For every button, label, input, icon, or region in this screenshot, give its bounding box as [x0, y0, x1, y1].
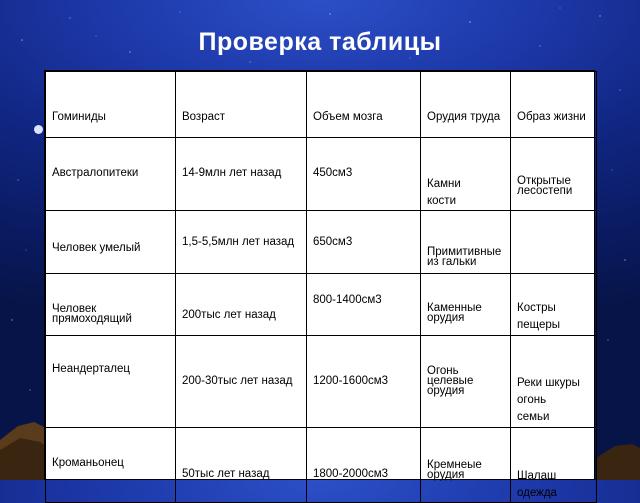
cell-text: 50тыс лет назад — [182, 468, 270, 480]
cell-text: 200тыс лет назад — [182, 309, 276, 321]
table-row — [46, 138, 597, 211]
table-cell — [421, 211, 511, 274]
table-cell — [176, 428, 307, 503]
table-row — [46, 211, 597, 274]
cell-text: Кроманьонец — [52, 457, 124, 469]
header-cell — [46, 72, 176, 138]
table-cell — [46, 428, 176, 503]
cell-text: 1,5-5,5млн лет назад — [182, 236, 295, 248]
table-cell — [421, 336, 511, 428]
table-cell — [307, 138, 421, 211]
header-label: Орудия труда — [427, 111, 501, 123]
cell-text: Шалаш одежда — [517, 470, 557, 499]
cell-text: 1200-1600см3 — [313, 375, 389, 387]
header-cell — [176, 72, 307, 138]
hominid-table — [45, 71, 597, 503]
cell-text: Примитивные из гальки — [427, 246, 502, 268]
cell-text: Огонь целевые орудия — [427, 365, 474, 397]
table-cell — [511, 138, 597, 211]
table-cell — [176, 138, 307, 211]
cell-text: Камни кости — [427, 178, 461, 207]
table-cell — [46, 138, 176, 211]
cell-text: Кремнеые орудия — [427, 459, 482, 481]
table-cell — [307, 428, 421, 503]
table-cell — [176, 274, 307, 336]
table-cell — [421, 428, 511, 503]
header-label: Возраст — [182, 111, 226, 123]
cell-text: Человек умелый — [52, 242, 141, 254]
table-row — [46, 428, 597, 503]
table-cell — [511, 211, 597, 274]
header-cell — [421, 72, 511, 138]
header-cell — [511, 72, 597, 138]
table-row — [46, 336, 597, 428]
table-cell — [307, 336, 421, 428]
cell-text: Австралопитеки — [52, 167, 139, 179]
cell-text: Открытые лесостепи — [517, 175, 573, 197]
cell-text: 450см3 — [313, 167, 353, 179]
cell-text: Человек прямоходящий — [52, 303, 132, 325]
cell-text: 650см3 — [313, 236, 353, 248]
cell-text: 14-9млн лет назад — [182, 167, 282, 179]
table-cell — [511, 274, 597, 336]
cell-text: 800-1400см3 — [313, 294, 382, 306]
cell-text: Костры пещеры — [517, 302, 561, 331]
table-cell — [511, 428, 597, 503]
cell-text: 200-30тыс лет назад — [182, 375, 293, 387]
table-cell — [307, 211, 421, 274]
header-label: Образ жизни — [517, 111, 586, 123]
table-cell — [307, 274, 421, 336]
cell-text: Каменные орудия — [427, 302, 482, 324]
cell-text: Реки шкуры огонь семьи — [517, 377, 580, 423]
bullet-point — [34, 125, 43, 134]
table-cell — [421, 274, 511, 336]
header-cell — [307, 72, 421, 138]
slide-title: Проверка таблицы — [198, 28, 442, 56]
hominid-table-container — [44, 70, 595, 499]
table-header-row — [46, 72, 597, 138]
table-row — [46, 274, 597, 336]
header-label: Гоминиды — [52, 111, 106, 123]
header-label: Объем мозга — [313, 111, 383, 123]
table-cell — [176, 336, 307, 428]
cell-text: 1800-2000см3 — [313, 468, 389, 480]
table-cell — [46, 336, 176, 428]
cell-text: Неандерталец — [52, 363, 130, 375]
table-cell — [46, 274, 176, 336]
table-cell — [176, 211, 307, 274]
table-cell — [46, 211, 176, 274]
table-cell — [511, 336, 597, 428]
table-cell — [421, 138, 511, 211]
